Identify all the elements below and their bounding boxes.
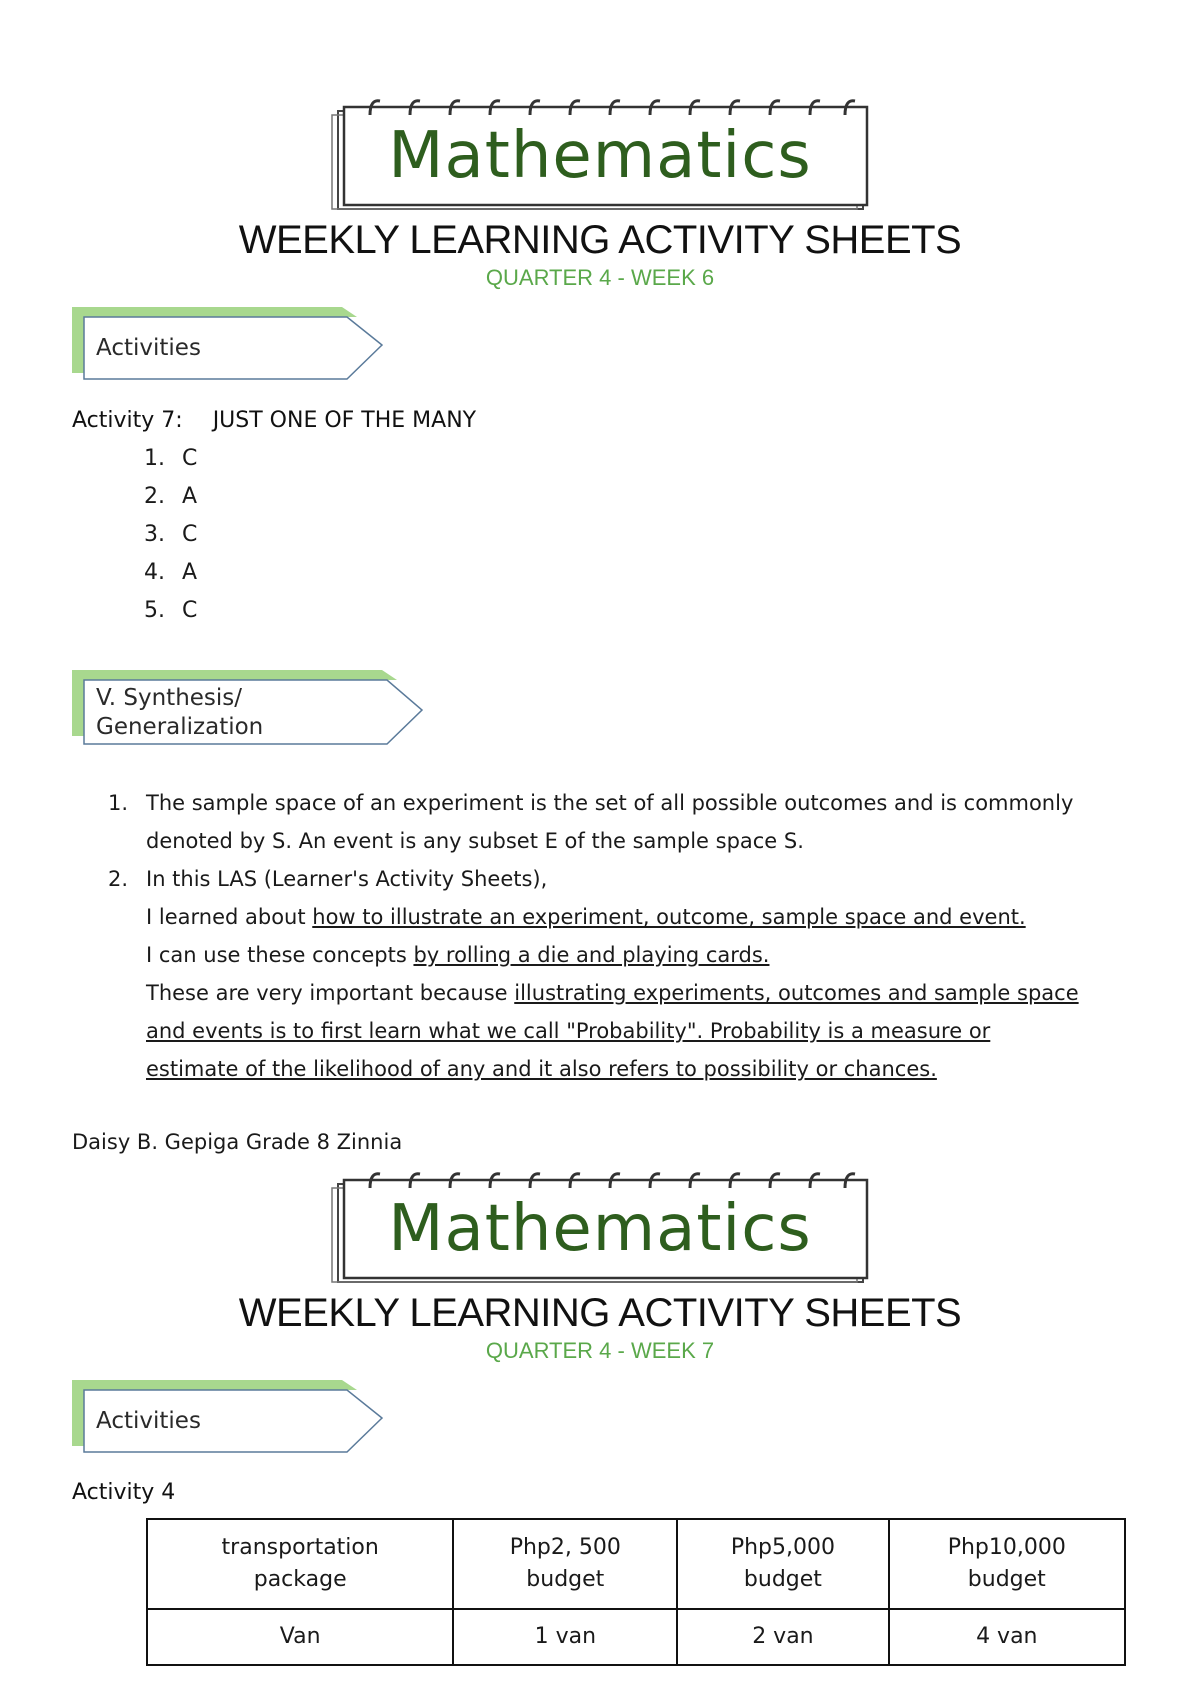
table-header-cell: Php5,000 budget [677, 1519, 888, 1609]
quarter-label: QUARTER 4 - WEEK 6 [485, 265, 715, 290]
list-item: 3. C [144, 522, 198, 547]
section-tag-label: Activities [96, 1408, 201, 1434]
transport-table [146, 1518, 1126, 1666]
list-item: 2. A [144, 484, 198, 509]
table-header-cell: Php10,000 budget [889, 1519, 1125, 1609]
table-cell: Van [147, 1609, 453, 1665]
list-item: 4. A [144, 560, 198, 585]
activity-title: JUST ONE OF THE MANY [212, 408, 477, 433]
notebook-logo [330, 1170, 870, 1285]
table-row [147, 1519, 1125, 1609]
table-cell: 1 van [453, 1609, 677, 1665]
section-tag-label: V. Synthesis/ Generalization [96, 685, 264, 740]
table-header-cell: Php2, 500 budget [453, 1519, 677, 1609]
page-title: WEEKLY LEARNING ACTIVITY SHEETS [238, 218, 962, 262]
list-item: 1. C [144, 446, 198, 471]
page-title: WEEKLY LEARNING ACTIVITY SHEETS [238, 1291, 962, 1335]
activity-heading: Activity 4 [72, 1480, 176, 1505]
notebook-logo [330, 97, 870, 212]
author-line: Daisy B. Gepiga Grade 8 Zinnia [72, 1130, 403, 1154]
logo-title: Mathematics [388, 119, 812, 193]
list-item: 5. C [144, 598, 198, 623]
table-header-cell: transportation package [147, 1519, 453, 1609]
table-cell: 2 van [677, 1609, 888, 1665]
logo-title: Mathematics [388, 1192, 812, 1266]
activity-heading [72, 408, 476, 433]
section-tag-label: Activities [96, 335, 201, 361]
table-row [147, 1609, 1125, 1665]
quarter-label: QUARTER 4 - WEEK 7 [485, 1338, 715, 1363]
table-cell: 4 van [889, 1609, 1125, 1665]
activity-label: Activity 7: [72, 408, 183, 433]
